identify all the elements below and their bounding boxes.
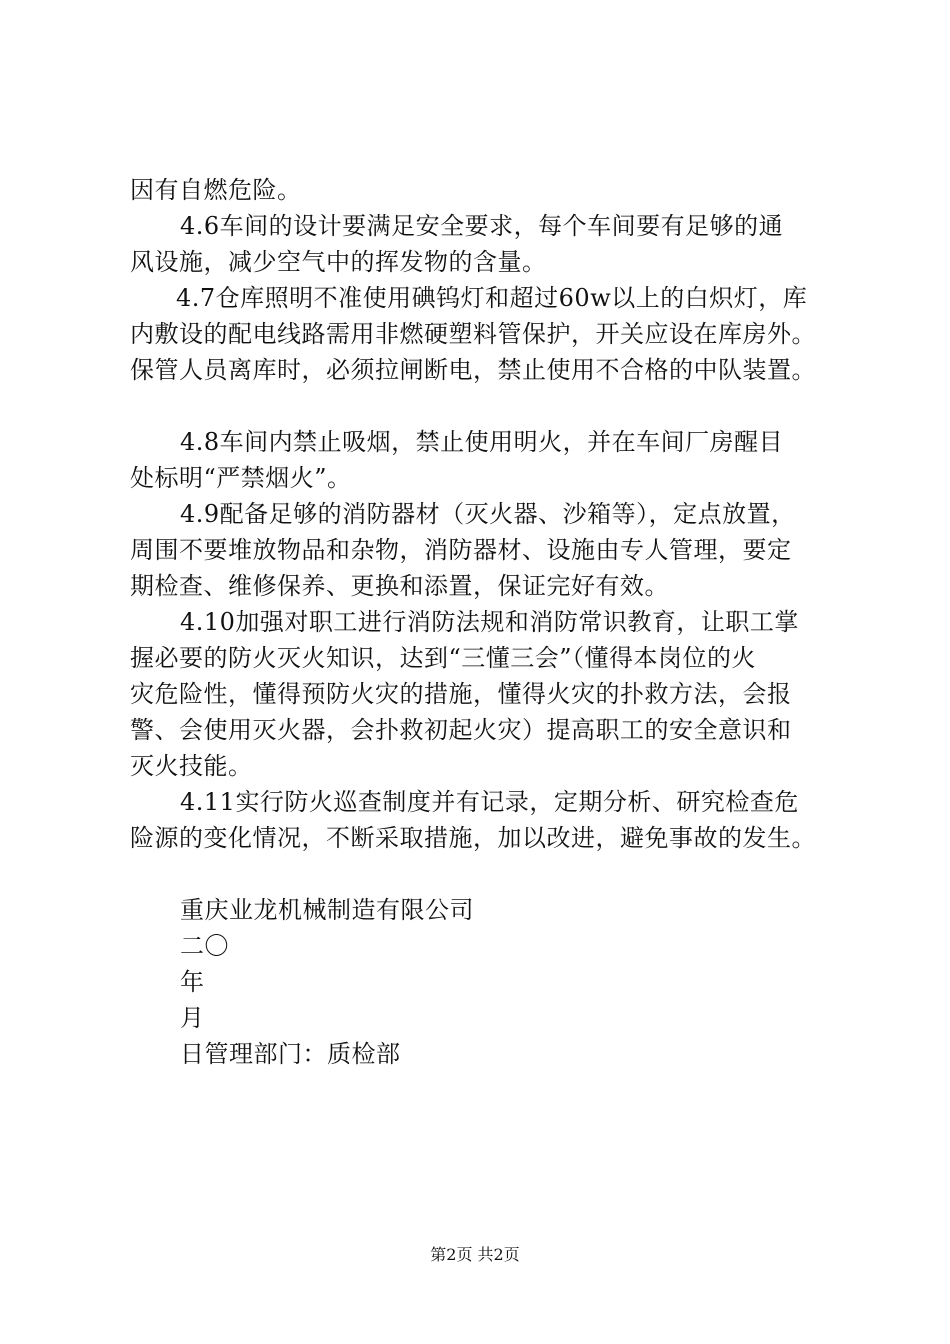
paragraph-line: 警、会使用灭火器，会扑救初起火灾）提高职工的安全意识和 bbox=[130, 716, 792, 744]
paragraph-line: 握必要的防火灭火知识，达到“三懂三会”（懂得本岗位的火 bbox=[130, 644, 757, 672]
paragraph-line: 4.8车间内禁止吸烟，禁止使用明火，并在车间厂房醒目 bbox=[180, 428, 784, 456]
paragraph-line: 保管人员离库时，必须拉闸断电，禁止使用不合格的中队装置。 bbox=[130, 356, 816, 384]
paragraph-line: 内敷设的配电线路需用非燃硬塑料管保护，开关应设在库房外。 bbox=[130, 320, 816, 348]
paragraph-line: 灾危险性，懂得预防火灾的措施，懂得火灾的扑救方法，会报 bbox=[130, 680, 792, 708]
paragraph-gap bbox=[130, 388, 850, 424]
signature-day-department: 日管理部门：质检部 bbox=[180, 1040, 401, 1068]
page-footer: 第2页 共2页 bbox=[430, 1245, 520, 1264]
paragraph-line: 险源的变化情况，不断采取措施，加以改进，避免事故的发生。 bbox=[130, 824, 816, 852]
paragraph-line: 因有自燃危险。 bbox=[130, 176, 302, 204]
paragraph-line: 灭火技能。 bbox=[130, 752, 253, 780]
paragraph-line: 处标明“严禁烟火”。 bbox=[130, 464, 352, 492]
paragraph-line: 周围不要堆放物品和杂物，消防器材、设施由专人管理，要定 bbox=[130, 536, 792, 564]
signature-company: 重庆业龙机械制造有限公司 bbox=[180, 896, 474, 924]
signature-month: 月 bbox=[180, 1004, 205, 1032]
paragraph-gap bbox=[130, 856, 850, 892]
paragraph-line: 4.9配备足够的消防器材（灭火器、沙箱等），定点放置， bbox=[180, 500, 796, 528]
signature-year: 年 bbox=[180, 968, 205, 996]
paragraph-line: 期检查、维修保养、更换和添置，保证完好有效。 bbox=[130, 572, 669, 600]
signature-year-prefix: 二〇 bbox=[180, 932, 229, 960]
paragraph-line: 4.10加强对职工进行消防法规和消防常识教育，让职工掌 bbox=[180, 608, 799, 636]
paragraph-line: 风设施，减少空气中的挥发物的含量。 bbox=[130, 248, 547, 276]
paragraph-line: 4.11实行防火巡查制度并有记录，定期分析、研究检查危 bbox=[180, 788, 799, 816]
paragraph-line: 4.7仓库照明不准使用碘钨灯和超过60w以上的白炽灯，库 bbox=[176, 284, 808, 312]
paragraph-line: 4.6车间的设计要满足安全要求，每个车间要有足够的通 bbox=[180, 212, 784, 240]
document-body bbox=[130, 172, 850, 1072]
